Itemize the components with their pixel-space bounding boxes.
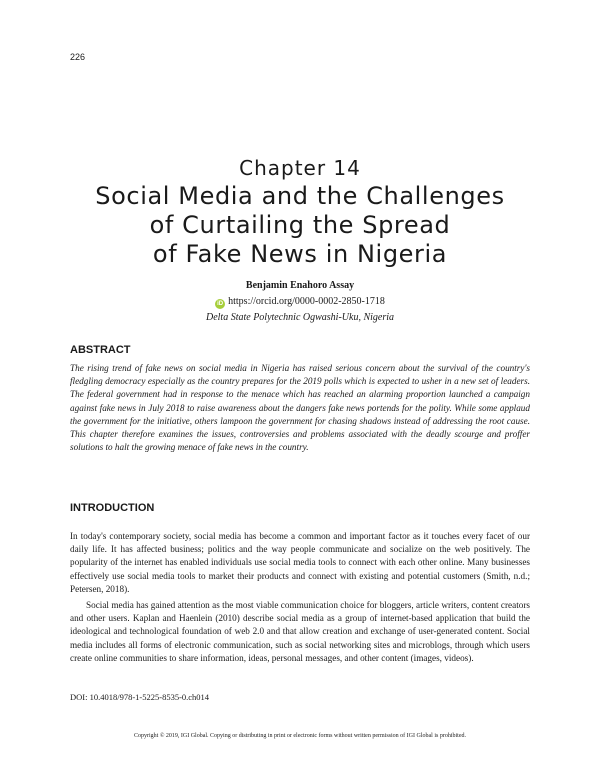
chapter-label: Chapter 14 bbox=[239, 156, 361, 180]
page-number: 226 bbox=[70, 52, 86, 62]
chapter-title-line: Social Media and the Challenges bbox=[95, 182, 505, 210]
chapter-title bbox=[40, 182, 560, 269]
introduction-heading: INTRODUCTION bbox=[70, 502, 155, 514]
orcid-link-row bbox=[0, 296, 600, 309]
orcid-icon[interactable]: iD bbox=[217, 301, 224, 307]
chapter-title-line: of Curtailing the Spread bbox=[149, 211, 451, 239]
doi: DOI: 10.4018/978-1-5225-8535-0.ch014 bbox=[70, 692, 210, 702]
copyright-notice: Copyright © 2019, IGI Global. Copying or distributing in print or electronic forms without written permission of IGI Global is prohibited. bbox=[133, 733, 466, 739]
author-affiliation: Delta State Polytechnic Ogwashi-Uku, Nigeria bbox=[205, 312, 395, 323]
introduction-paragraph: In today's contemporary society, social media has become a common and important factor as it touches every facet of our daily life. It has affected business; politics and the way people communicate and socialize on the web positively. The popularity of the internet has enabled individuals use social media tools to connect with each other online. Many businesses effectively use social media tools to market their products and connect with existing and potential customers (Smith, n.d.; Petersen, 2018). bbox=[70, 531, 530, 594]
chapter-title-line: of Fake News in Nigeria bbox=[152, 240, 448, 268]
author-name: Benjamin Enahoro Assay bbox=[245, 280, 355, 291]
introduction-paragraph: Social media has gained attention as the most viable communication choice for bloggers, article writers, content creators and other users. Kaplan and Haenlein (2010) describe social media as a group of internet-based application that build the ideological and technological foundation of web 2.0 and that allow creation and exchange of user-generated content. Social media includes all forms of electronic communication, such as social networking sites and microblogs, through which users create online communities to share information, ideas, personal messages, and other content (images, videos). bbox=[70, 600, 530, 663]
abstract-text: The rising trend of fake news on social media in Nigeria has raised serious concern about the survival of the country's fledgling democracy especially as the country prepares for the 2019 polls which is expected to usher in a new set of leaders. The federal government had in response to the menace which has reached an alarming proportion launched a campaign against fake news in July 2018 to raise awareness about the dangers fake news portends for the polity. While some applaud the government for the initiative, others lampoon the government for chasing shadows instead of addressing the root cause. This chapter therefore examines the issues, controversies and problems associated with the deadly scourge and proffer solutions to halt the growing menace of fake news in the country. bbox=[70, 363, 530, 453]
orcid-link[interactable]: https://orcid.org/0000-0002-2850-1718 bbox=[228, 296, 385, 307]
abstract-heading: ABSTRACT bbox=[70, 344, 131, 356]
